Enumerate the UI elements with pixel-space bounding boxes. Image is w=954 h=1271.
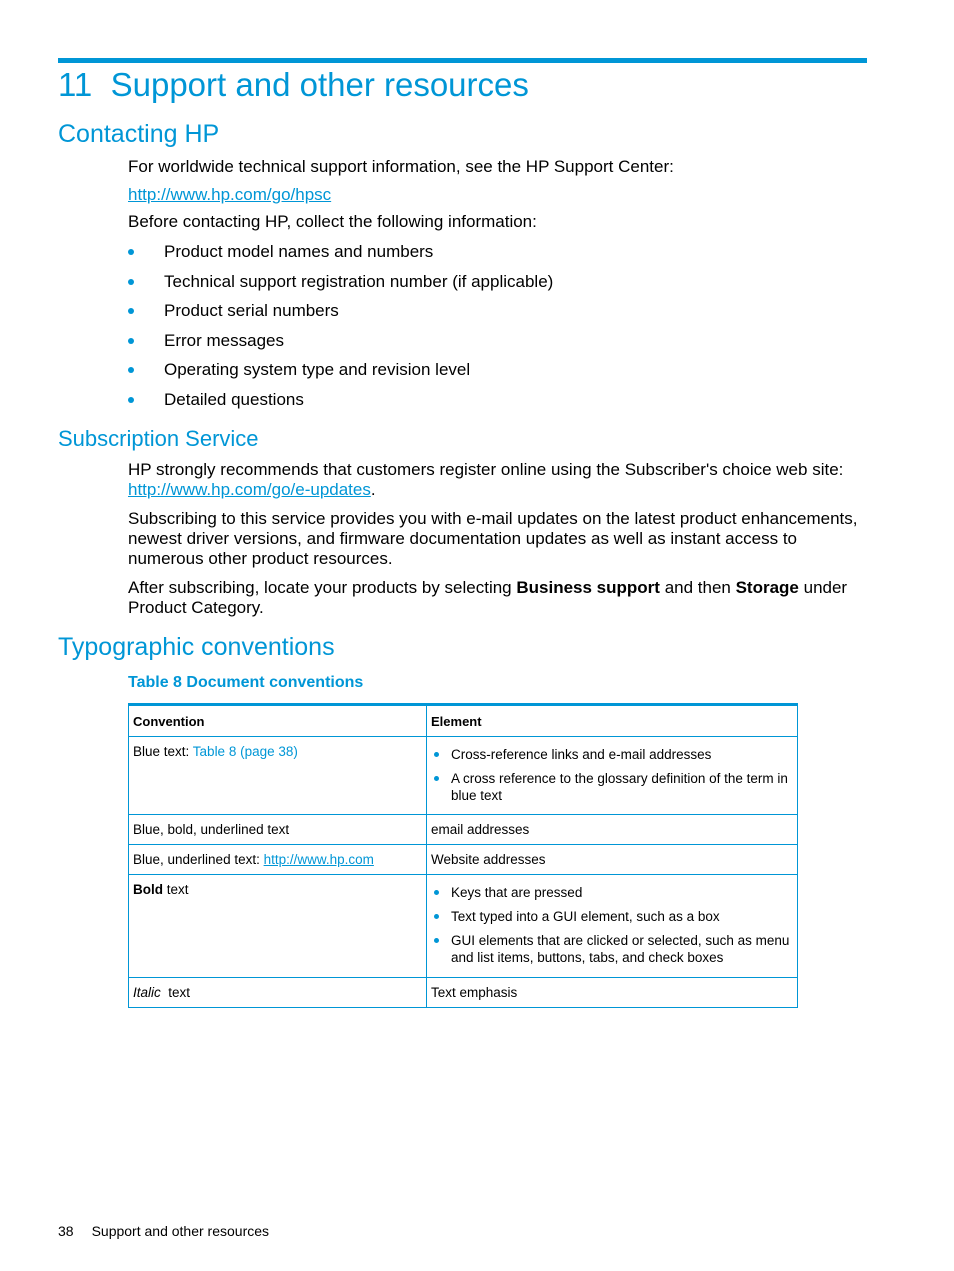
list-item: Product model names and numbers	[128, 242, 553, 272]
e-updates-link[interactable]: http://www.hp.com/go/e-updates	[128, 480, 371, 499]
page-number: 38	[58, 1223, 74, 1239]
list-item: Technical support registration number (if applicable)	[128, 272, 553, 302]
chapter-title-text: Support and other resources	[110, 66, 529, 103]
contacting-link-line	[128, 185, 868, 205]
heading-contacting-hp: Contacting HP	[58, 120, 220, 148]
list-item: A cross reference to the glossary definition of the term in blue text	[431, 770, 792, 804]
element-list	[431, 884, 792, 966]
hpsc-link[interactable]: http://www.hp.com/go/hpsc	[128, 185, 332, 204]
bullet-icon	[434, 938, 439, 943]
contacting-intro: For worldwide technical support information, see the HP Support Center:	[128, 157, 674, 176]
convention-cell: Blue, underlined text: http://www.hp.com	[129, 845, 427, 875]
list-item: Keys that are pressed	[431, 884, 792, 901]
conventions-table	[128, 703, 798, 1008]
chapter-top-rule	[58, 58, 867, 63]
table-header-row	[129, 705, 798, 737]
heading-typographic-conventions: Typographic conventions	[58, 633, 335, 661]
table-row	[129, 978, 798, 1008]
bullet-icon	[434, 752, 439, 757]
info-list	[128, 242, 553, 419]
list-item: Operating system type and revision level	[128, 360, 553, 390]
convention-cell: Blue text: Table 8 (page 38)	[129, 737, 427, 815]
element-list	[431, 746, 792, 804]
bullet-icon	[128, 249, 134, 255]
element-cell: Website addresses	[427, 845, 798, 875]
column-header-element: Element	[427, 705, 798, 737]
list-item: Text typed into a GUI element, such as a box	[431, 908, 792, 925]
chapter-number: 11	[58, 66, 93, 103]
element-cell	[427, 737, 798, 815]
column-header-convention: Convention	[129, 705, 427, 737]
table-8-crossref-link[interactable]: Table 8 (page 38)	[192, 744, 298, 759]
convention-cell: Bold text	[129, 875, 427, 978]
subscription-paragraph-2: Subscribing to this service provides you with e-mail updates on the latest product enhancements, newest driver versions, and firmware documentation updates as well as instant access to numerous other product resources.	[128, 509, 858, 568]
convention-cell: Blue, bold, underlined text	[129, 815, 427, 845]
element-cell: Text emphasis	[427, 978, 798, 1008]
table-row	[129, 815, 798, 845]
list-item: GUI elements that are clicked or selected, such as menu and list items, buttons, tabs, and check boxes	[431, 932, 792, 966]
hp-website-link[interactable]: http://www.hp.com	[263, 852, 374, 867]
bullet-icon	[128, 279, 134, 285]
bullet-icon	[128, 338, 134, 344]
table-row	[129, 737, 798, 815]
bullet-icon	[434, 776, 439, 781]
table-caption: Table 8 Document conventions	[128, 674, 364, 691]
footer-section: Support and other resources	[91, 1223, 270, 1239]
list-item: Detailed questions	[128, 390, 553, 420]
bullet-icon	[128, 397, 134, 403]
contacting-collect: Before contacting HP, collect the following information:	[128, 212, 537, 231]
list-item: Product serial numbers	[128, 301, 553, 331]
table-row	[129, 845, 798, 875]
chapter-title	[58, 66, 529, 104]
heading-subscription-service: Subscription Service	[58, 426, 259, 451]
element-cell	[427, 875, 798, 978]
element-cell: email addresses	[427, 815, 798, 845]
list-item: Cross-reference links and e-mail addresses	[431, 746, 792, 763]
bullet-icon	[434, 890, 439, 895]
convention-cell: Italic text	[129, 978, 427, 1008]
table-row	[129, 875, 798, 978]
page-footer	[58, 1223, 269, 1239]
subscription-paragraph-3: After subscribing, locate your products by selecting Business support and then Storage under Product Category.	[128, 578, 848, 617]
bullet-icon	[128, 367, 134, 373]
bullet-icon	[434, 914, 439, 919]
subscription-paragraph-1: HP strongly recommends that customers register online using the Subscriber's choice web site: http://www.hp.com/go/e-updates.	[128, 460, 844, 499]
list-item: Error messages	[128, 331, 553, 361]
bullet-icon	[128, 308, 134, 314]
